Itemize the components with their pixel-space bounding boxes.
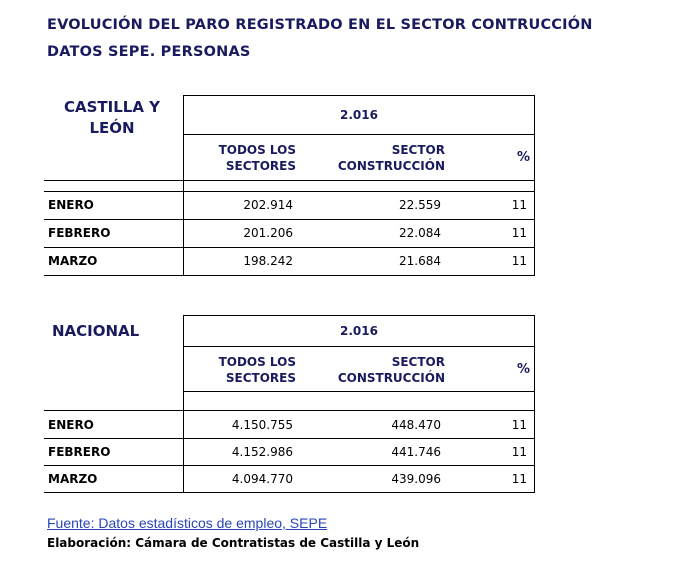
header-todos-line1: TODOS LOS xyxy=(218,355,296,369)
row-month: MARZO xyxy=(48,254,98,268)
header-todos-sectores xyxy=(190,142,296,174)
row-percent: 11 xyxy=(511,472,527,486)
row-month: FEBRERO xyxy=(48,226,111,240)
row-total: 4.094.770 xyxy=(231,472,293,486)
page-title: EVOLUCIÓN DEL PARO REGISTRADO EN EL SECTOR CONTRUCCIÓN xyxy=(47,17,593,33)
row-sector: 21.684 xyxy=(399,254,441,268)
row-percent: 11 xyxy=(511,445,527,459)
page-subtitle: DATOS SEPE. PERSONAS xyxy=(47,44,251,60)
region-label-line1: NACIONAL xyxy=(52,322,140,340)
row-sector: 439.096 xyxy=(391,472,441,486)
row-total: 4.152.986 xyxy=(231,445,293,459)
row-percent: 11 xyxy=(511,418,527,432)
row-sector: 22.559 xyxy=(399,198,441,212)
row-total: 4.150.755 xyxy=(231,418,293,432)
year-header: 2.016 xyxy=(340,108,378,122)
row-month: ENERO xyxy=(48,198,94,212)
row-total: 198.242 xyxy=(243,254,293,268)
row-percent: 11 xyxy=(511,254,527,268)
header-todos-sectores xyxy=(190,354,296,386)
row-sector: 448.470 xyxy=(391,418,441,432)
header-sector-line2: CONSTRUCCIÓN xyxy=(337,371,445,385)
row-month: MARZO xyxy=(48,472,98,486)
header-percent: % xyxy=(516,362,530,377)
region-label xyxy=(52,321,172,342)
row-month: FEBRERO xyxy=(48,445,111,459)
header-percent: % xyxy=(516,150,530,165)
region-label xyxy=(52,97,172,139)
header-todos-line2: SECTORES xyxy=(225,159,296,173)
header-sector-construccion xyxy=(320,354,445,386)
header-sector-line1: SECTOR xyxy=(391,143,445,157)
row-percent: 11 xyxy=(511,198,527,212)
header-sector-construccion xyxy=(320,142,445,174)
header-todos-line1: TODOS LOS xyxy=(218,143,296,157)
region-label-line2: LEÓN xyxy=(89,119,135,137)
header-sector-line1: SECTOR xyxy=(391,355,445,369)
row-percent: 11 xyxy=(511,226,527,240)
credit-text: Elaboración: Cámara de Contratistas de Castilla y León xyxy=(47,536,420,550)
row-total: 201.206 xyxy=(243,226,293,240)
row-month: ENERO xyxy=(48,418,94,432)
source-link[interactable]: Fuente: Datos estadísticos de empleo, SEPE xyxy=(47,515,328,531)
year-header: 2.016 xyxy=(340,324,378,338)
row-sector: 441.746 xyxy=(391,445,441,459)
row-sector: 22.084 xyxy=(399,226,441,240)
header-todos-line2: SECTORES xyxy=(225,371,296,385)
header-sector-line2: CONSTRUCCIÓN xyxy=(337,159,445,173)
row-total: 202.914 xyxy=(243,198,293,212)
region-label-line1: CASTILLA Y xyxy=(63,98,161,116)
